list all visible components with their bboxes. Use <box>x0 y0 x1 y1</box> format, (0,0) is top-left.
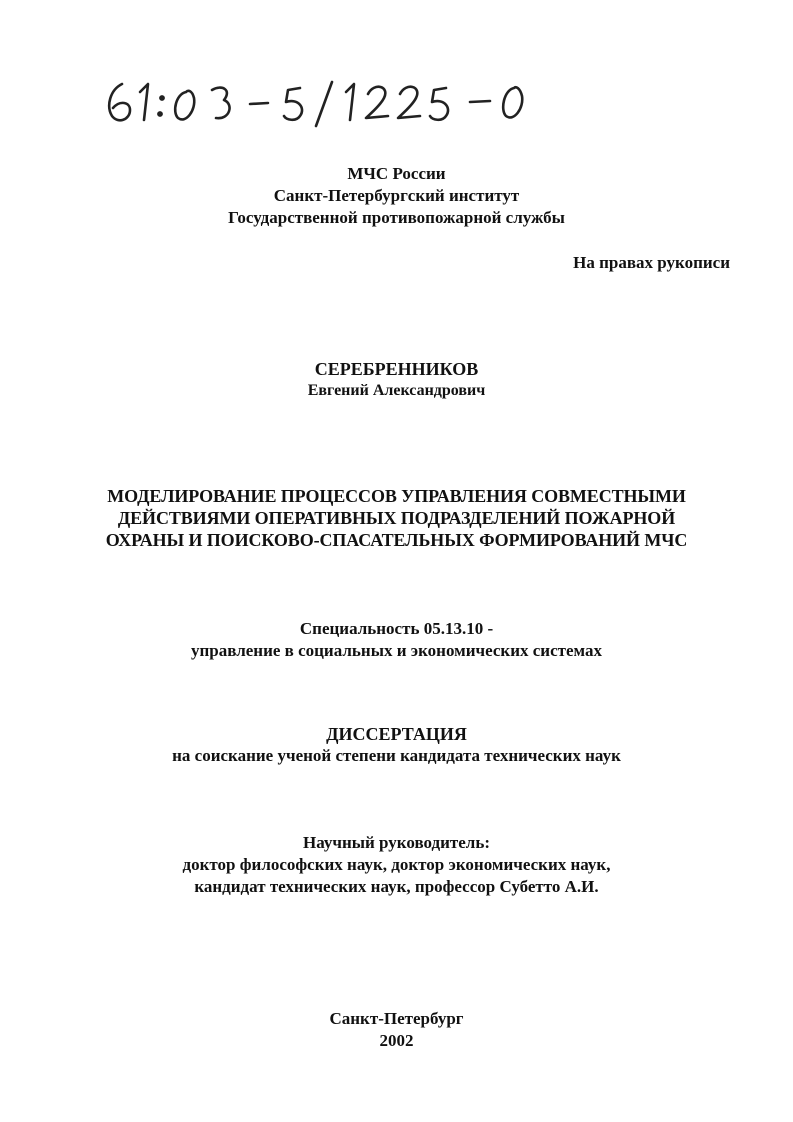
institute-name: Санкт-Петербургский институт <box>273 186 520 205</box>
specialty-code: Специальность 05.13.10 - <box>299 619 494 638</box>
title-line: ДЕЙСТВИЯМИ ОПЕРАТИВНЫХ ПОДРАЗДЕЛЕНИЙ ПОЖАРНОЙ <box>117 508 676 528</box>
title-line: ОХРАНЫ И ПОИСКОВО-СПАСАТЕЛЬНЫХ ФОРМИРОВАНИЙ МЧС <box>105 530 688 550</box>
degree-subtitle: на соискание ученой степени кандидата технических наук <box>172 746 621 765</box>
institute-service: Государственной противопожарной службы <box>228 208 565 227</box>
year: 2002 <box>379 1031 414 1050</box>
supervisor-name: кандидат технических наук, профессор Субетто А.И. <box>194 877 599 896</box>
manuscript-rights-note: На правах рукописи <box>573 253 730 272</box>
dissertation-heading: ДИССЕРТАЦИЯ <box>326 724 467 744</box>
city: Санкт-Петербург <box>329 1009 464 1028</box>
specialty-description: управление в социальных и экономических системах <box>190 641 602 660</box>
author-block <box>0 358 793 402</box>
ministry-name: МЧС России <box>347 164 446 183</box>
handwritten-archive-code <box>100 70 540 130</box>
supervisor-degrees: доктор философских наук, доктор экономических наук, <box>182 855 611 874</box>
title-line: МОДЕЛИРОВАНИЕ ПРОЦЕССОВ УПРАВЛЕНИЯ СОВМЕСТНЫМИ <box>107 486 686 506</box>
specialty-block <box>0 618 793 662</box>
dissertation-title <box>0 485 793 551</box>
dissertation-type-block <box>0 723 793 767</box>
place-year-block <box>0 1008 793 1052</box>
author-given-names: Евгений Александрович <box>307 382 486 399</box>
supervisor-label: Научный руководитель: <box>303 833 490 852</box>
supervisor-block <box>0 832 793 898</box>
ministry-header <box>0 163 793 229</box>
author-surname: СЕРЕБРЕННИКОВ <box>314 359 479 379</box>
